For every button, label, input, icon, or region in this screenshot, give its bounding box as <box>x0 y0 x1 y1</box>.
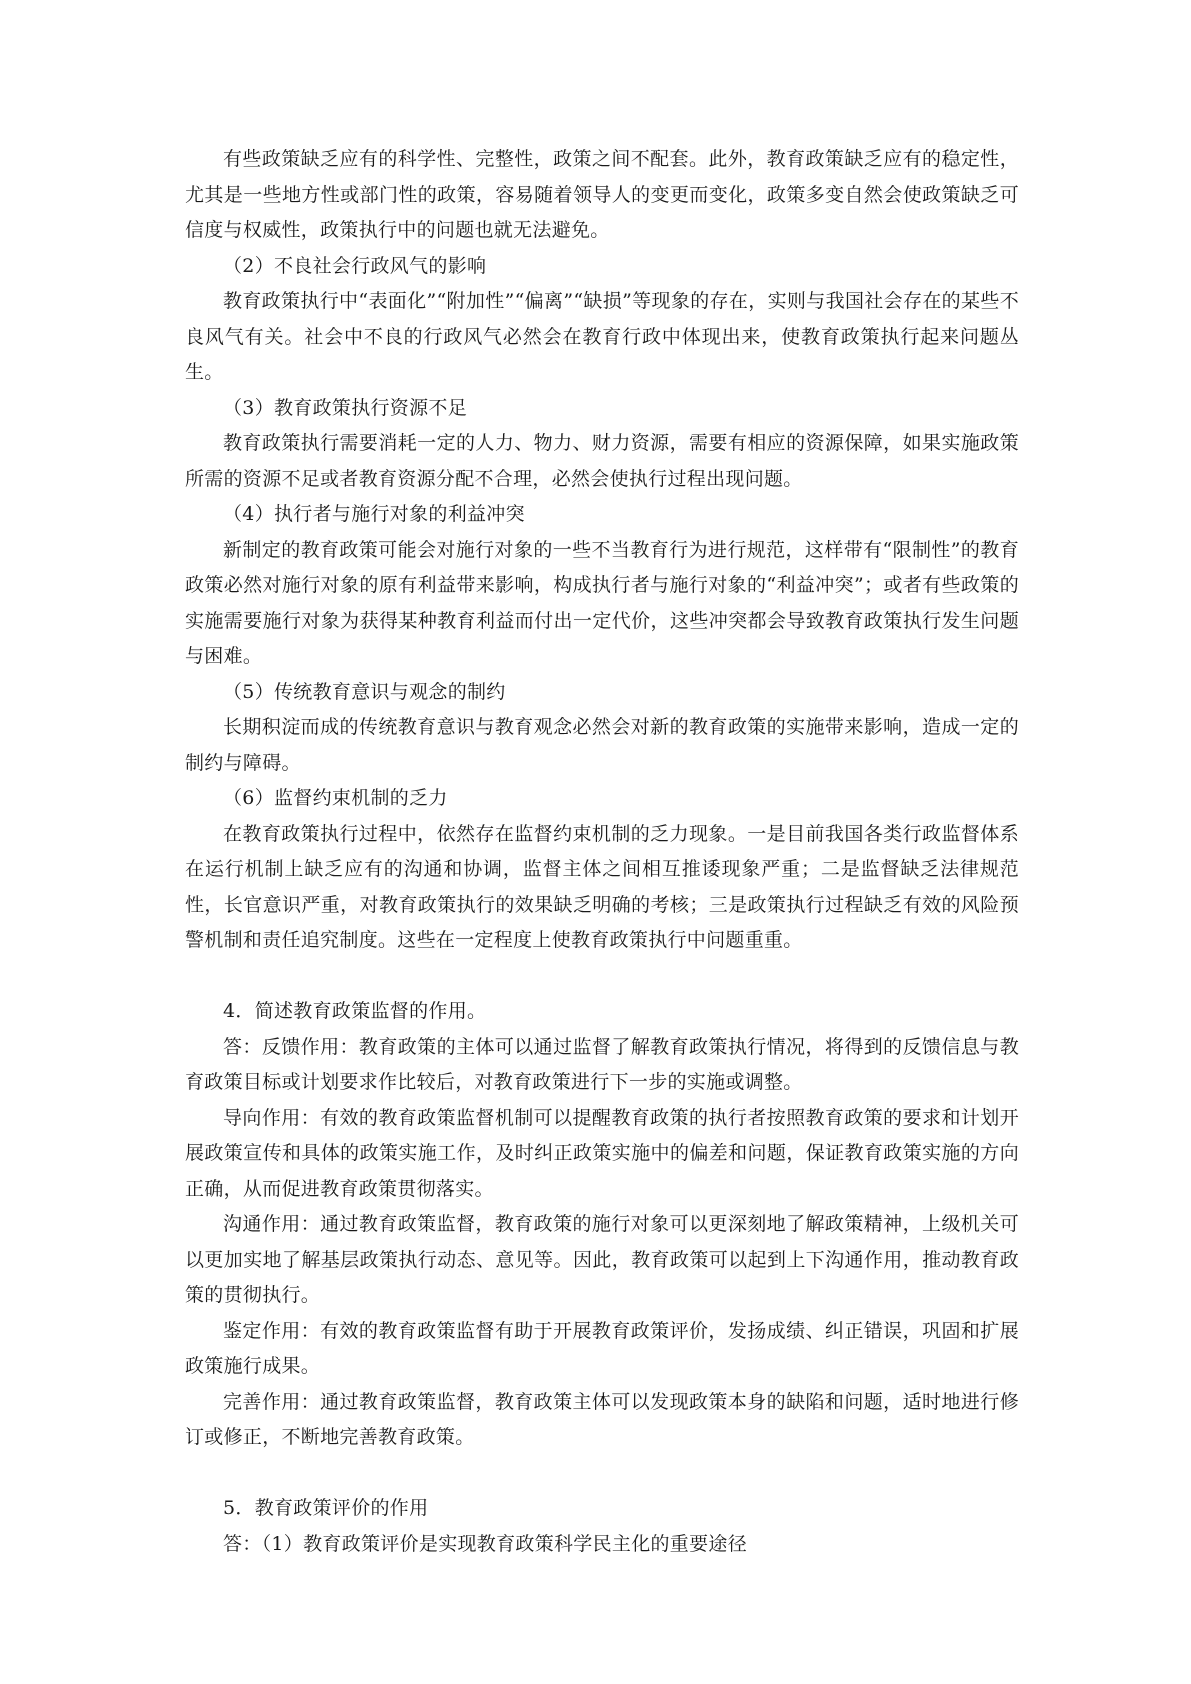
answer-4-appraisal: 鉴定作用：有效的教育政策监督有助于开展教育政策评价，发扬成绩、纠正错误，巩固和扩展政策施行成果。 <box>185 1319 1019 1377</box>
paragraph-policy-stability: 有些政策缺乏应有的科学性、完整性，政策之间不配套。此外，教育政策缺乏应有的稳定性，尤其是一些地方性或部门性的政策，容易随着领导人的变更而变化，政策多变自然会使政策缺乏可信度与权威性，政策执行中的问题也就无法避免。 <box>185 148 1019 241</box>
subheading-social-atmosphere: （2）不良社会行政风气的影响 <box>223 254 487 277</box>
question-4-title: 4．简述教育政策监督的作用。 <box>223 1000 487 1022</box>
answer-5-first-point: 答：（1）教育政策评价是实现教育政策科学民主化的重要途径 <box>223 1532 747 1555</box>
subheading-tradition: （5）传统教育意识与观念的制约 <box>223 680 506 703</box>
answer-4-improvement: 完善作用：通过教育政策监督，教育政策主体可以发现政策本身的缺陷和问题，适时地进行修订或修正，不断地完善教育政策。 <box>185 1390 1019 1448</box>
paragraph-resources: 教育政策执行需要消耗一定的人力、物力、财力资源，需要有相应的资源保障，如果实施政策所需的资源不足或者教育资源分配不合理，必然会使执行过程出现问题。 <box>185 432 1019 490</box>
paragraph-tradition: 长期积淀而成的传统教育意识与教育观念必然会对新的教育政策的实施带来影响，造成一定的制约与障碍。 <box>185 716 1019 774</box>
answer-4-guidance: 导向作用：有效的教育政策监督机制可以提醒教育政策的执行者按照教育政策的要求和计划开展政策宣传和具体的政策实施工作，及时纠正政策实施中的偏差和问题，保证教育政策实施的方向正确，从而促进教育政策贯彻落实。 <box>185 1106 1019 1200</box>
paragraph-social-atmosphere: 教育政策执行中“表面化”“附加性”“偏离”“缺损”等现象的存在，实则与我国社会存在的某些不良风气有关。社会中不良的行政风气必然会在教育行政中体现出来，使教育政策执行起来问题丛生。 <box>185 290 1019 383</box>
paragraph-interest-conflict: 新制定的教育政策可能会对施行对象的一些不当教育行为进行规范，这样带有“限制性”的教育政策必然对施行对象的原有利益带来影响，构成执行者与施行对象的“利益冲突”；或者有些政策的实施需要施行对象为获得某种教育利益而付出一定代价，这些冲突都会导致教育政策执行发生问题与困难。 <box>185 538 1019 667</box>
answer-4-feedback: 答：反馈作用：教育政策的主体可以通过监督了解教育政策执行情况，将得到的反馈信息与教育政策目标或计划要求作比较后，对教育政策进行下一步的实施或调整。 <box>185 1035 1019 1093</box>
subheading-interest-conflict: （4）执行者与施行对象的利益冲突 <box>223 503 525 525</box>
spacer <box>185 1456 1019 1492</box>
subheading-resources: （3）教育政策执行资源不足 <box>223 396 467 419</box>
paragraph-supervision-weakness: 在教育政策执行过程中，依然存在监督约束机制的乏力现象。一是目前我国各类行政监督体系在运行机制上缺乏应有的沟通和协调，监督主体之间相互推诿现象严重；二是监督缺乏法律规范性，长官意识严重，对教育政策执行的效果缺乏明确的考核；三是政策执行过程缺乏有效的风险预警机制和责任追究制度。这些在一定程度上使教育政策执行中问题重重。 <box>185 822 1019 951</box>
spacer <box>185 959 1019 995</box>
question-5-title: 5．教育政策评价的作用 <box>223 1497 429 1519</box>
document-page <box>185 142 1019 1562</box>
answer-4-communication: 沟通作用：通过教育政策监督，教育政策的施行对象可以更深刻地了解政策精神，上级机关可以更加实地了解基层政策执行动态、意见等。因此，教育政策可以起到上下沟通作用，推动教育政策的贯彻执行。 <box>185 1213 1019 1306</box>
subheading-supervision-weakness: （6）监督约束机制的乏力 <box>223 787 448 809</box>
